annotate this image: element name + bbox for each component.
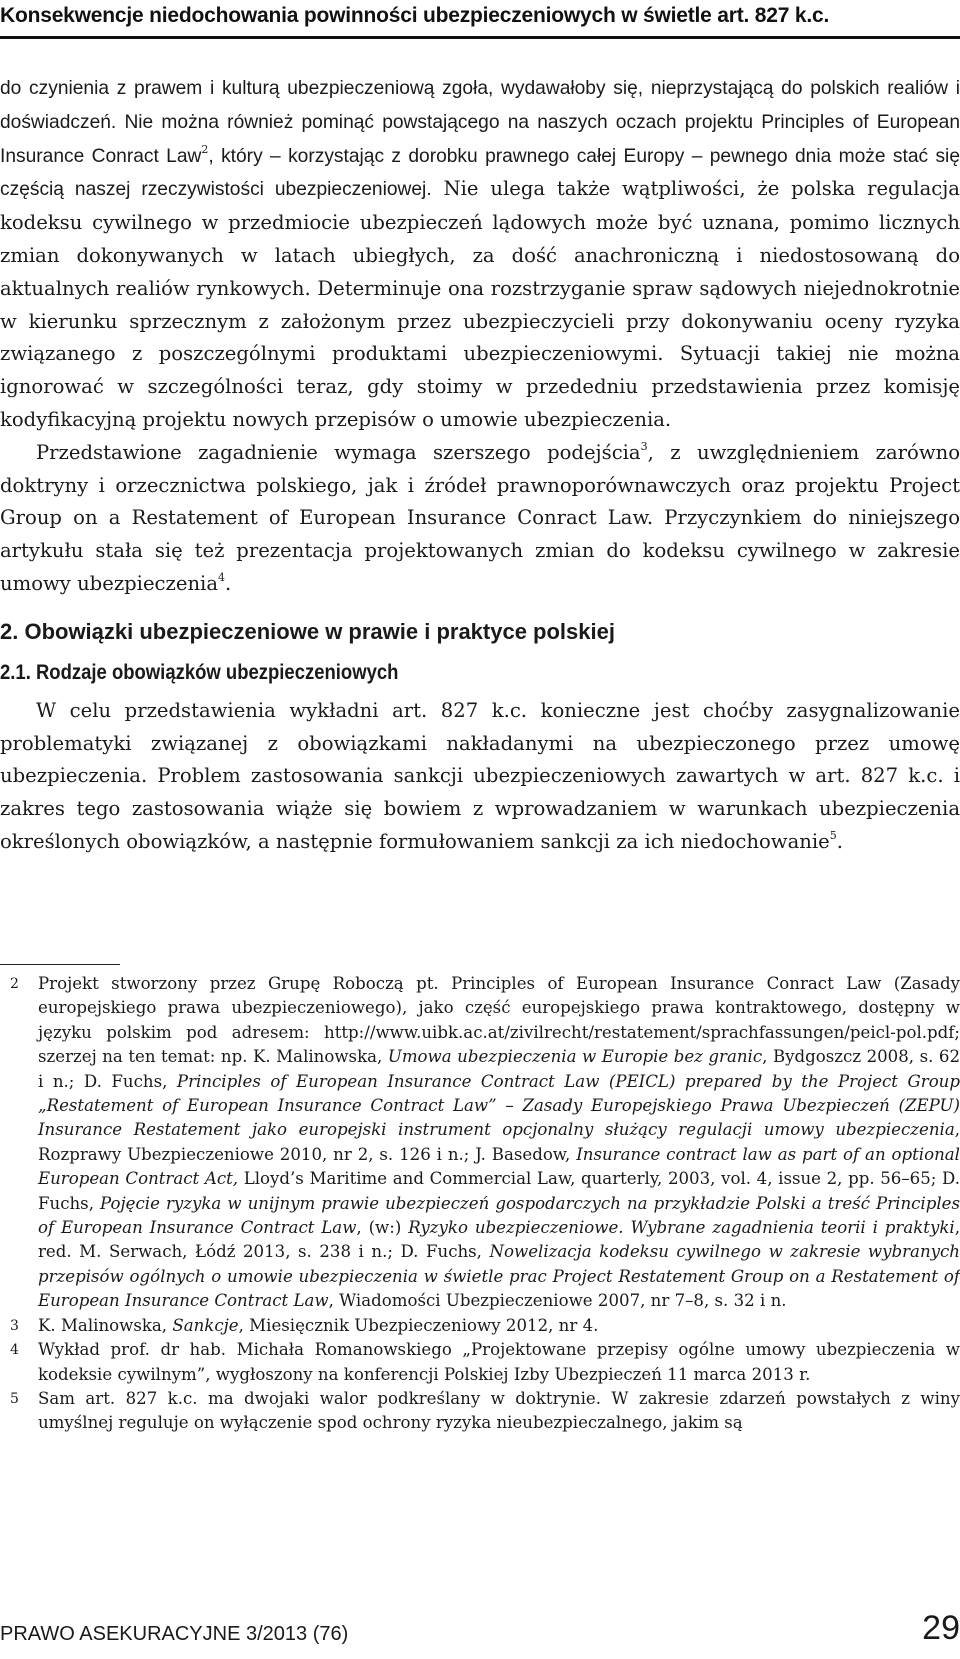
paragraph-text: , z uwzględnieniem zarówno doktryny i orzecznictwa polskiego, jak i źródeł prawnoporównawczych oraz projektu Project Group on a Restatement of European Insurance Conract Law. Przyczynkiem do niniejszego artykułu stała się też prezentacja projektowanych zmian do kodeksu cywilnego w zakresie umowy ubezpieczenia [0,440,960,595]
footnote-reference[interactable]: 4 [218,570,226,584]
footnote-text: , Rozprawy Ubezpieczeniowe 2010, nr 2, s. 126 i n.; J. Basedow, [38,1120,960,1164]
footnote-title: Nowelizacja kodeksu cywilnego w zakresie wybranych przepisów ogólnych o umowie ubezpieczenia w świetle prac Project Restatement Group on a Restatement of European Insurance Contract Law [38,1242,960,1311]
paragraph-text: Przedstawione zagadnienie wymaga szerszego podejścia [36,440,641,464]
footnote-text: , red. M. Serwach, Łódź 2013, s. 238 i n.; D. Fuchs, [38,1218,960,1262]
paragraph-text: do czynienia z prawem i kulturą ubezpieczeniową zgoła, wydawałoby się, nieprzystającą do polskich realiów i doświadczeń. Nie można również pominąć powstającego na naszych oczach projektu Principles of European Insurance Conract Law [0,78,960,167]
footnote-separator [0,964,120,965]
journal-footer: PRAWO ASEKURACYJNE 3/2013 (76) [0,1623,349,1645]
footnote-number: 4 [10,1342,19,1359]
footnote-title: Principles of European Insurance Contract Law (PEICL) prepared by the Project Group „Restatement of European Insurance Contract Law” – Zasady Europejskiego Prawa Ubezpieczeń (ZEPU) Insurance Restatement jako europejski instrument opcjonalny służący regulacji umowy ubezpieczenia [38,1071,960,1140]
footnote-title: Insurance contract law as part of an optional European Contract Act, [38,1144,960,1189]
paragraph-text: . [225,571,232,595]
footnote-text: Sam art. 827 k.c. ma dwojaki walor podkreślany w doktrynie. W zakresie zdarzeń powstałych z winy umyślnej reguluje on wyłączenie spod ochrony ryzyka nieubezpieczalnego, jakim są [38,1388,960,1433]
footnote-text: , Wiadomości Ubezpieczeniowe 2007, nr 7–8, s. 32 i n. [328,1291,787,1311]
paragraph-continued [0,72,960,437]
footnote-text: , Bydgoszcz 2008, s. 62 i n.; D. Fuchs, [38,1047,960,1091]
footnote-text: K. Malinowska, [38,1315,173,1335]
footnote-3 [0,1314,960,1338]
footnote-title: Umowa ubezpieczenia w Europie bez granic [387,1047,763,1067]
footnote-reference[interactable]: 5 [829,828,837,842]
footnotes [0,972,960,1436]
footnote-text: , (w:) [356,1218,409,1238]
footnote-5 [0,1387,960,1436]
footnote-text: Wykład prof. dr hab. Michała Romanowskiego „Projektowane przepisy ogólne umowy ubezpieczenia w kodeksie cywilnym”, wygłoszony na konferencji Polskiej Izby Ubezpieczeń 11 marca 2013 r. [38,1340,960,1384]
subsection-heading: 2.1. Rodzaje obowiązków ubezpieczeniowych [0,660,399,684]
paragraph-text: , który – korzystając z dorobku prawnego całej Europy – pewnego dnia może stać się częścią naszej rzeczywistości ubezpieczeniowej. [0,145,960,201]
paragraph-text: W celu przedstawienia wykładni art. 827 k.c. konieczne jest choćby zasygnalizowanie problematyki związanej z obowiązkami nakładanymi na ubezpieczonego przez umowę ubezpieczenia. Problem zastosowania sankcji ubezpieczeniowych zawartych w art. 827 k.c. i zakres tego zastosowania wiąże się bowiem z wprowadzaniem w warunkach ubezpieczenia określonych obowiązków, a następnie formułowaniem sankcji za ich niedochowanie [0,698,960,853]
footnote-title: Ryzyko ubezpieczeniowe. Wybrane zagadnienia teorii i praktyki [408,1218,955,1238]
paragraph [0,437,960,601]
footnote-4 [0,1338,960,1387]
footnote-title: Sankcje [172,1315,239,1335]
page-number: 29 [922,1609,960,1647]
footnote-number: 2 [10,976,19,992]
section-heading: 2. Obowiązki ubezpieczeniowe w prawie i praktyce polskiej [0,618,615,644]
footnote-title: Pojęcie ryzyka w unijnym prawie ubezpieczeń gospodarczych na przykładzie Polski a treść Principles of European Insurance Contract Law [38,1193,960,1238]
footnote-reference[interactable]: 3 [640,439,648,453]
header-rule [0,36,960,39]
paragraph-text: Nie ulega także wątpliwości, że polska regulacja kodeksu cywilnego w przedmiocie ubezpieczeń lądowych może być uznana, pomimo licznych zmian dokonywanych w latach ubiegłych, za dość anachroniczną i niedostosowaną do aktualnych realiów rynkowych. Determinuje ona rozstrzyganie spraw sądowych niejednokrotnie w kierunku sprzecznym z założonym przez ubezpieczycieli przy dokonywaniu oceny ryzyka związanego z poszczególnymi produktami ubezpieczeniowymi. Sytuacji takiej nie można ignorować w szczególności teraz, gdy stoimy w przededniu przedstawienia przez komisję kodyfikacyjną projektu nowych przepisów o umowie ubezpieczenia. [0,177,960,431]
footnote-reference[interactable]: 2 [201,142,209,156]
footnote-number: 5 [10,1390,19,1407]
running-header: Konsekwencje niedochowania powinności ubezpieczeniowych w świetle art. 827 k.c. [0,4,830,27]
footnote-text: Projekt stworzony przez Grupę Roboczą pt. Principles of European Insurance Conract Law (Zasady europejskiego prawa ubezpieczeniowego), jako część europejskiego prawa kontraktowego, dostępny w języku polskim pod adresem: http://www.uibk.ac.at/zivilrecht/restatement/sprachfassungen/peicl-pol.pdf; szerzej na ten temat: np. K. Malinowska, [38,974,960,1067]
footnote-text: , Miesięcznik Ubezpieczeniowy 2012, nr 4. [238,1315,599,1335]
paragraph-text: . [836,829,843,853]
paragraph [0,695,960,859]
main-text [0,72,960,859]
footnote-2 [0,972,960,1314]
footnote-number: 3 [10,1317,19,1334]
footnote-text: Lloyd’s Maritime and Commercial Law, quarterly, 2003, vol. 4, issue 2, pp. 56–65; D. Fuchs, [38,1169,960,1213]
